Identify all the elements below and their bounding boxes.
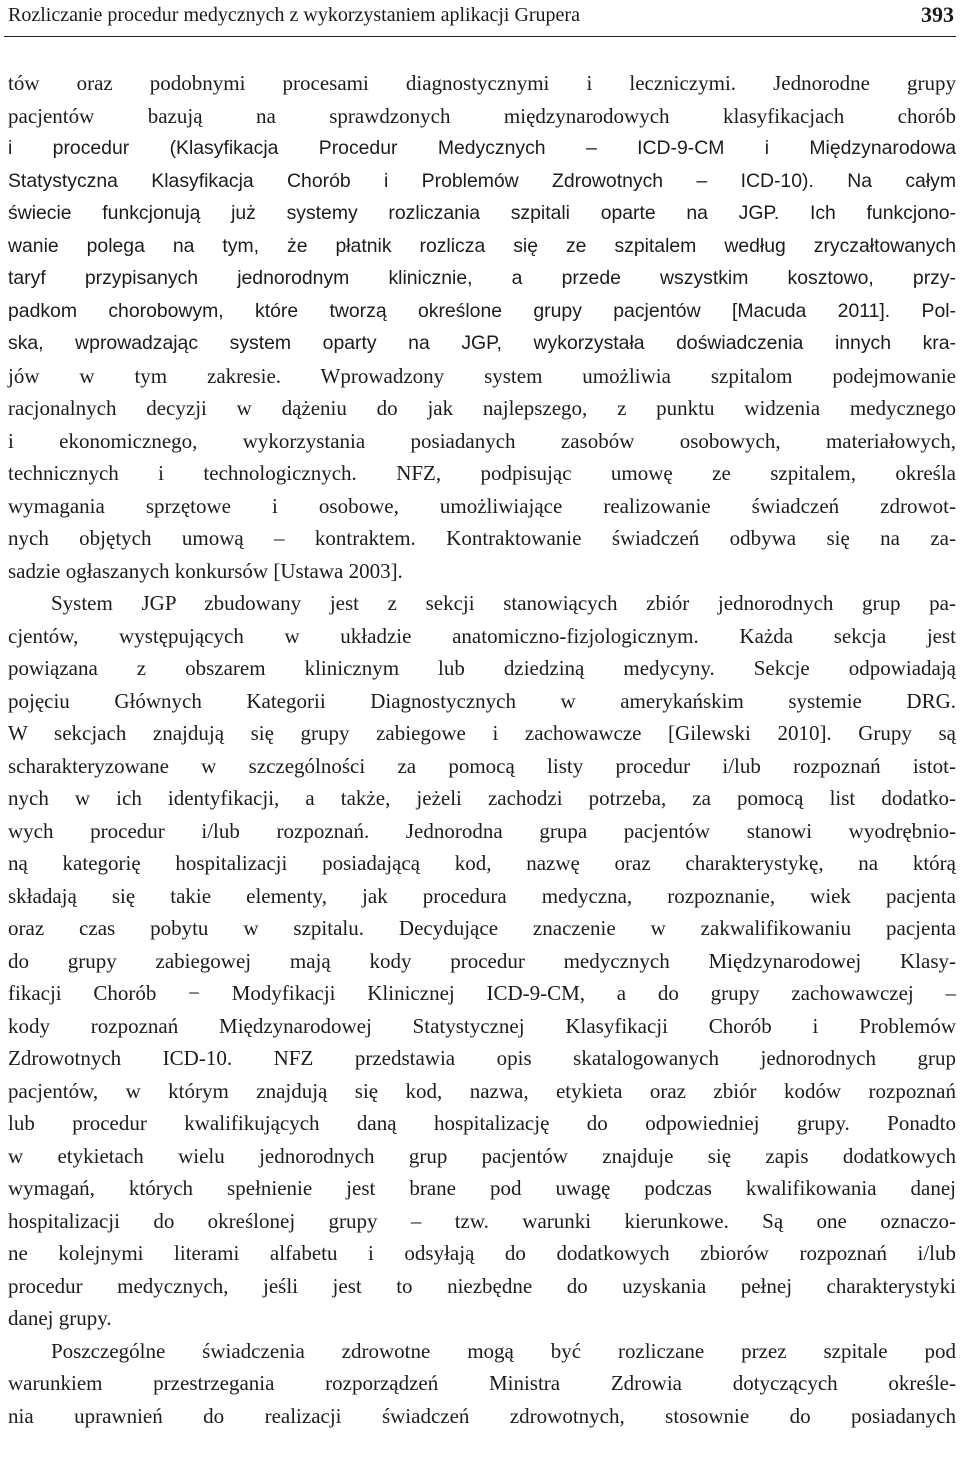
text-line: tów oraz podobnymi procesami diagnostycznymi i leczniczymi. Jednorodne grupy xyxy=(8,71,956,95)
text-line: Zdrowotnych ICD-10. NFZ przedstawia opis skatalogowanych jednorodnych grup xyxy=(8,1046,956,1070)
text-line: nia uprawnień do realizacji świadczeń zdrowotnych, stosownie do posiadanych xyxy=(8,1403,956,1428)
text-line: technicznych i technologicznych. NFZ, podpisując umowę ze szpitalem, określa xyxy=(8,461,956,485)
text-line: padkom chorobowym, które tworzą określone grupy pacjentów [Macuda 2011]. Pol- xyxy=(8,299,956,322)
text-line: pojęciu Głównych Kategorii Diagnostycznych w amerykańskim systemie DRG. xyxy=(8,688,956,713)
text-line: Statystyczna Klasyfikacja Chorób i Problemów Zdrowotnych – ICD-10). Na całym xyxy=(8,169,956,192)
text-line: ną kategorię hospitalizacji posiadającą kod, nazwę oraz charakterystykę, na którą xyxy=(8,851,956,875)
text-line: scharakteryzowane w szczególności za pomocą listy procedur i/lub rozpoznań istot- xyxy=(8,753,956,778)
running-header xyxy=(8,2,954,28)
text-line: ne kolejnymi literami alfabetu i odsyłają do dodatkowych zbiorów rozpoznań i/lub xyxy=(8,1241,956,1265)
text-line: wymagań, których spełnienie jest brane pod uwagę podczas kwalifikowania danej xyxy=(8,1176,956,1200)
header-rule xyxy=(4,36,956,37)
page-number: 393 xyxy=(921,2,954,27)
text-line: hospitalizacji do określonej grupy – tzw. warunki kierunkowe. Są one oznaczo- xyxy=(8,1208,956,1233)
text-line: Poszczególne świadczenia zdrowotne mogą być rozliczane przez szpitale pod xyxy=(51,1338,956,1363)
text-line: i ekonomicznego, wykorzystania posiadanych zasobów osobowych, materiałowych, xyxy=(8,428,956,453)
text-line: nych w ich identyfikacji, a także, jeżeli zachodzi potrzeba, za pomocą list dodatko- xyxy=(8,786,956,810)
text-line: w etykietach wielu jednorodnych grup pacjentów znajduje się zapis dodatkowych xyxy=(8,1143,956,1168)
text-line: i procedur (Klasyfikacja Procedur Medycznych – ICD-9-CM i Międzynarodowa xyxy=(8,137,956,159)
body-text xyxy=(8,67,956,1432)
text-line: wanie polega na tym, że płatnik rozlicza się ze szpitalem według zryczałtowanych xyxy=(8,234,956,257)
text-line: warunkiem przestrzegania rozporządzeń Ministra Zdrowia dotyczących określe- xyxy=(8,1371,956,1395)
text-line: wymagania sprzętowe i osobowe, umożliwiające realizowanie świadczeń zdrowot- xyxy=(8,493,956,518)
text-line: kody rozpoznań Międzynarodowej Statystycznej Klasyfikacji Chorób i Problemów xyxy=(8,1013,956,1038)
text-line: powiązana z obszarem klinicznym lub dziedziną medycyny. Sekcje odpowiadają xyxy=(8,656,956,680)
text-line: wych procedur i/lub rozpoznań. Jednorodna grupa pacjentów stanowi wyodrębnio- xyxy=(8,818,956,843)
text-line: ska, wprowadzając system oparty na JGP, wykorzystała doświadczenia innych kra- xyxy=(8,332,956,354)
text-line: System JGP zbudowany jest z sekcji stanowiących zbiór jednorodnych grup pa- xyxy=(51,591,956,615)
text-line: nych objętych umową – kontraktem. Kontraktowanie świadczeń odbywa się na za- xyxy=(8,526,956,550)
text-line: oraz czas pobytu w szpitalu. Decydujące znaczenie w zakwalifikowaniu pacjenta xyxy=(8,916,956,940)
text-line: jów w tym zakresie. Wprowadzony system umożliwia szpitalom podejmowanie xyxy=(8,363,956,388)
text-line: sadzie ogłaszanych konkursów [Ustawa 2003]. xyxy=(8,558,403,583)
text-line: racjonalnych decyzji w dążeniu do jak najlepszego, z punktu widzenia medycznego xyxy=(8,396,956,420)
text-line: danej grupy. xyxy=(8,1306,112,1330)
text-line: procedur medycznych, jeśli jest to niezbędne do uzyskania pełnej charakterystyki xyxy=(8,1273,956,1298)
text-line: do grupy zabiegowej mają kody procedur medycznych Międzynarodowej Klasy- xyxy=(8,948,956,973)
text-line: lub procedur kwalifikujących daną hospitalizację do odpowiedniej grupy. Ponadto xyxy=(8,1111,956,1135)
text-line: cjentów, występujących w układzie anatomiczno-fizjologicznym. Każda sekcja jest xyxy=(8,623,956,648)
text-line: W sekcjach znajdują się grupy zabiegowe i zachowawcze [Gilewski 2010]. Grupy są xyxy=(8,721,956,745)
running-header-title: Rozliczanie procedur medycznych z wykorzystaniem aplikacji Grupera xyxy=(8,4,580,26)
text-line: pacjentów bazują na sprawdzonych międzynarodowych klasyfikacjach chorób xyxy=(8,103,956,128)
text-line: taryf przypisanych jednorodnym klinicznie, a przede wszystkim kosztowo, przy- xyxy=(8,267,956,289)
text-line: składają się takie elementy, jak procedura medyczna, rozpoznanie, wiek pacjenta xyxy=(8,883,956,908)
text-line: pacjentów, w którym znajdują się kod, nazwa, etykieta oraz zbiór kodów rozpoznań xyxy=(8,1078,956,1103)
text-line: fikacji Chorób − Modyfikacji Klinicznej ICD-9-CM, a do grupy zachowawczej – xyxy=(8,981,956,1005)
text-line: świecie funkcjonują już systemy rozliczania szpitali oparte na JGP. Ich funkcjono- xyxy=(8,202,956,224)
